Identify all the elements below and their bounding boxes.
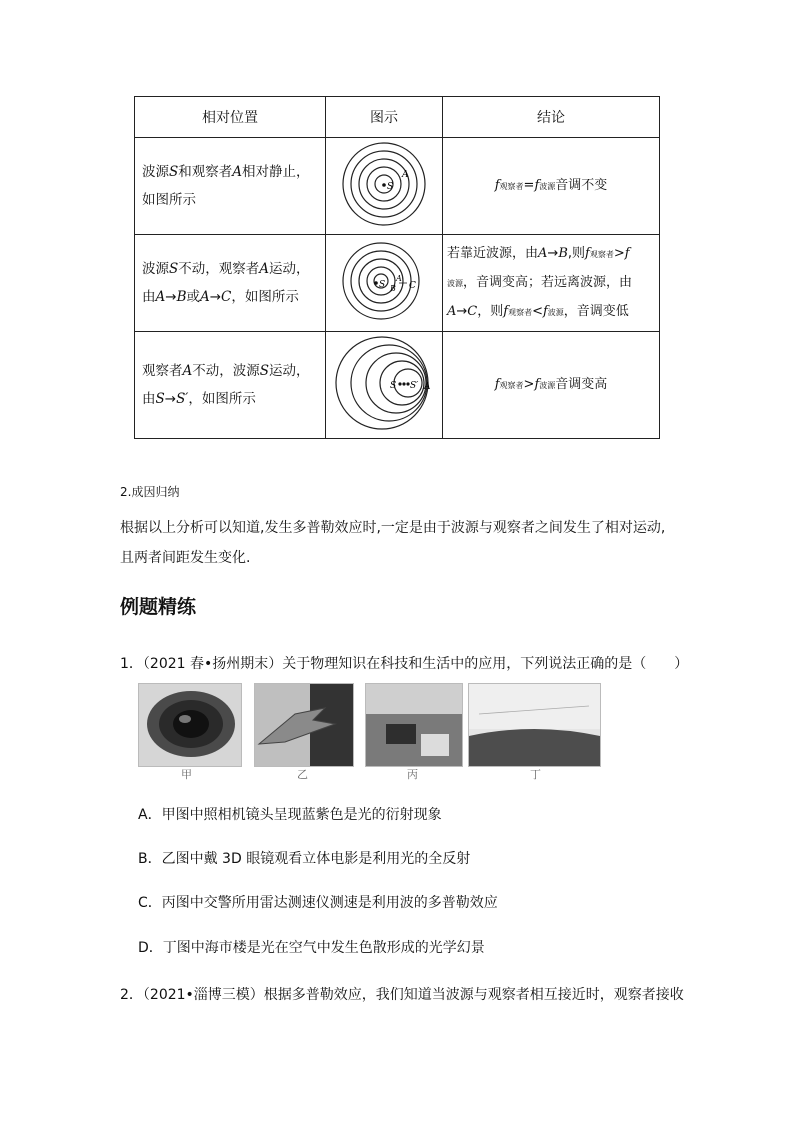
q1-option-c: C．丙图中交警所用雷达测速仪测速是利用波的多普勒效应 [138, 895, 498, 911]
row3-position: 观察者A不动，波源S运动， 由S→S′，如图所示 [135, 332, 326, 439]
doppler-table [134, 96, 660, 439]
section2-line2: 且两者间距发生变化. [120, 550, 251, 566]
svg-text:A: A [396, 274, 402, 283]
row1-position: 波源S和观察者A相对静止， 如图所示 [135, 138, 326, 235]
caption-yi: 乙 [297, 768, 308, 781]
svg-text:S: S [387, 182, 394, 192]
q1-stem: 1．（2021 春•扬州期末）关于物理知识在科技和生活中的应用，下列说法正确的是（ ） [120, 656, 689, 672]
header-relative-position: 相对位置 [135, 97, 326, 138]
row2-diagram [326, 235, 443, 332]
svg-text:S: S [390, 381, 397, 391]
mirage-icon [469, 684, 600, 766]
camera-lens-icon [139, 684, 241, 766]
row2-position: 波源S不动，观察者A运动， 由A→B或A→C，如图所示 [135, 235, 326, 332]
q2-stem: 2．（2021•淄博三模）根据多普勒效应，我们知道当波源与观察者相互接近时，观察者接收 [120, 987, 684, 1003]
q1-option-b: B．乙图中戴 3D 眼镜观看立体电影是利用光的全反射 [138, 851, 471, 867]
row1-diagram [326, 138, 443, 235]
row3-diagram [326, 332, 443, 439]
header-conclusion: 结论 [443, 97, 660, 138]
section2-line1: 根据以上分析可以知道,发生多普勒效应时,一定是由于波源与观察者之间发生了相对运动, [120, 520, 666, 536]
photo-mirage [468, 683, 601, 767]
photo-3d-movie [254, 683, 354, 767]
caption-jia: 甲 [181, 768, 192, 781]
svg-text:A: A [402, 170, 409, 180]
radar-gun-icon [366, 684, 462, 766]
photo-traffic-radar [365, 683, 463, 767]
caption-bing: 丙 [407, 768, 418, 781]
svg-text:B: B [390, 284, 396, 293]
photo-camera-lens [138, 683, 242, 767]
section2-heading: 2.成因归纳 [120, 485, 180, 499]
q1-option-a: A．甲图中照相机镜头呈现蓝紫色是光的衍射现象 [138, 807, 442, 823]
caption-ding: 丁 [530, 768, 541, 781]
svg-text:A: A [424, 382, 431, 392]
row1-conclusion: f观察者=f波源音调不变 [443, 138, 660, 235]
examples-heading: 例题精练 [120, 596, 197, 618]
row3-conclusion: f观察者>f波源音调变高 [443, 332, 660, 439]
moving-observer-diagram [339, 236, 429, 326]
svg-text:S: S [379, 280, 386, 290]
concentric-waves-diagram [339, 139, 429, 229]
svg-text:C: C [409, 281, 416, 291]
q1-option-d: D．丁图中海市楼是光在空气中发生色散形成的光学幻景 [138, 940, 485, 956]
moving-source-diagram [334, 333, 434, 433]
row2-conclusion: 若靠近波源，由A→B,则f观察者>f 波源，音调变高；若远离波源，由 A→C，则f观察者<f波源，音调变低 [443, 235, 660, 332]
svg-text:S′: S′ [410, 381, 419, 391]
shark-icon [255, 684, 353, 766]
header-diagram: 图示 [326, 97, 443, 138]
